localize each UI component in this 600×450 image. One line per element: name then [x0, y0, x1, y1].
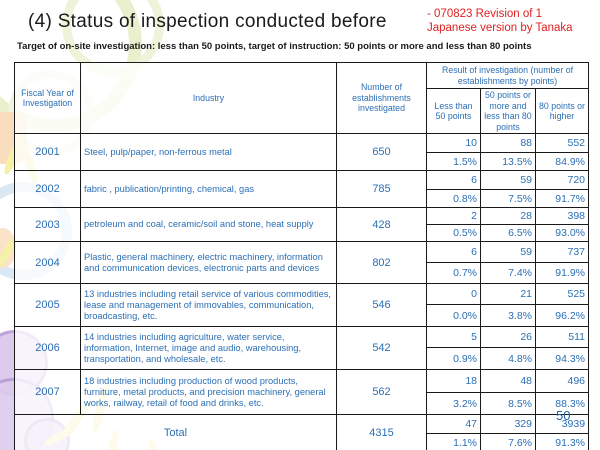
revision-annotation-line2: Japanese version by Tanaka — [427, 22, 573, 34]
table-header-row-group — [15, 63, 589, 89]
industry-cell: fabric , publication/printing, chemical, gas — [81, 171, 337, 208]
establishments-cell: 785 — [337, 171, 427, 208]
percent-cell: 3.8% — [481, 305, 536, 327]
table-total-row — [15, 415, 589, 434]
industry-cell: 13 industries including retail service of various commodities, lease and management of immovables, communication, broadcasting, etc. — [81, 284, 337, 327]
total-label-cell: Total — [15, 415, 337, 450]
table-row — [15, 284, 589, 305]
percent-cell: 8.5% — [481, 393, 536, 415]
establishments-cell: 546 — [337, 284, 427, 327]
count-cell: 525 — [536, 284, 589, 305]
establishments-cell: 650 — [337, 134, 427, 171]
percent-cell: 91.9% — [536, 263, 589, 284]
revision-annotation — [427, 7, 573, 35]
table-row — [15, 208, 589, 225]
establishments-cell: 542 — [337, 327, 427, 370]
count-cell: 496 — [536, 370, 589, 393]
table-row — [15, 134, 589, 153]
percent-cell: 94.3% — [536, 348, 589, 370]
percent-cell: 7.5% — [481, 190, 536, 208]
slide-title: (4) Status of inspection conducted before — [28, 11, 387, 32]
industry-cell: 18 industries including production of wood products, furniture, metal products, and precision machinery, general works, railway, retail of food and drinks, etc. — [81, 370, 337, 415]
percent-cell: 6.5% — [481, 225, 536, 242]
table-row — [15, 242, 589, 263]
header-industry: Industry — [81, 63, 337, 134]
industry-cell: 14 industries including agriculture, water service, information, Internet, image and audio, warehousing, transportation, and wholesale, etc. — [81, 327, 337, 370]
header-80-or-higher: 80 points or higher — [536, 89, 589, 134]
percent-cell: 84.9% — [536, 153, 589, 171]
count-cell: 48 — [481, 370, 536, 393]
table-row — [15, 171, 589, 190]
industry-cell: petroleum and coal, ceramic/soil and stone, heat supply — [81, 208, 337, 242]
percent-cell: 0.8% — [427, 190, 481, 208]
percent-cell: 7.4% — [481, 263, 536, 284]
total-establishments-cell: 4315 — [337, 415, 427, 450]
year-cell: 2003 — [15, 208, 81, 242]
industry-cell: Steel, pulp/paper, non-ferrous metal — [81, 134, 337, 171]
percent-cell: 13.5% — [481, 153, 536, 171]
percent-cell: 0.7% — [427, 263, 481, 284]
count-cell: 0 — [427, 284, 481, 305]
percent-cell: 0.5% — [427, 225, 481, 242]
count-cell: 6 — [427, 171, 481, 190]
header-50-to-80: 50 points or more and less than 80 points — [481, 89, 536, 134]
total-count-cell: 329 — [481, 415, 536, 434]
percent-cell: 4.8% — [481, 348, 536, 370]
count-cell: 6 — [427, 242, 481, 263]
count-cell: 398 — [536, 208, 589, 225]
establishments-cell: 802 — [337, 242, 427, 284]
count-cell: 2 — [427, 208, 481, 225]
percent-cell: 91.7% — [536, 190, 589, 208]
total-count-cell: 47 — [427, 415, 481, 434]
total-percent-cell: 7.6% — [481, 434, 536, 450]
year-cell: 2002 — [15, 171, 81, 208]
percent-cell: 93.0% — [536, 225, 589, 242]
count-cell: 21 — [481, 284, 536, 305]
table-row — [15, 327, 589, 348]
count-cell: 26 — [481, 327, 536, 348]
count-cell: 511 — [536, 327, 589, 348]
slide-page-number: 50 — [556, 408, 571, 423]
year-cell: 2005 — [15, 284, 81, 327]
percent-cell: 96.2% — [536, 305, 589, 327]
header-establishments: Number of establishments investigated — [337, 63, 427, 134]
year-cell: 2007 — [15, 370, 81, 415]
count-cell: 10 — [427, 134, 481, 153]
count-cell: 737 — [536, 242, 589, 263]
percent-cell: 0.0% — [427, 305, 481, 327]
count-cell: 59 — [481, 171, 536, 190]
industry-cell: Plastic, general machinery, electric machinery, information and communication devices, electronic parts and devices — [81, 242, 337, 284]
count-cell: 28 — [481, 208, 536, 225]
percent-cell: 3.2% — [427, 393, 481, 415]
total-percent-cell: 1.1% — [427, 434, 481, 450]
count-cell: 18 — [427, 370, 481, 393]
total-percent-cell: 91.3% — [536, 434, 589, 450]
year-cell: 2006 — [15, 327, 81, 370]
establishments-cell: 562 — [337, 370, 427, 415]
percent-cell: 0.9% — [427, 348, 481, 370]
table-row — [15, 370, 589, 393]
header-less-than-50: Less than 50 points — [427, 89, 481, 134]
count-cell: 720 — [536, 171, 589, 190]
total-count-cell: 3939 — [536, 415, 589, 434]
percent-cell: 1.5% — [427, 153, 481, 171]
establishments-cell: 428 — [337, 208, 427, 242]
year-cell: 2004 — [15, 242, 81, 284]
percent-cell: 88.3% — [536, 393, 589, 415]
count-cell: 88 — [481, 134, 536, 153]
year-cell: 2001 — [15, 134, 81, 171]
header-result-group: Result of investigation (number of establishments by points) — [427, 63, 589, 89]
count-cell: 5 — [427, 327, 481, 348]
slide-subtitle: Target of on-site investigation: less than 50 points, target of instruction: 50 points or more and less than 80 points — [17, 41, 532, 52]
header-fiscal-year: Fiscal Year of Investigation — [15, 63, 81, 134]
count-cell: 59 — [481, 242, 536, 263]
revision-annotation-line1: - 070823 Revision of 1 — [427, 8, 543, 20]
count-cell: 552 — [536, 134, 589, 153]
inspection-results-table — [14, 62, 589, 450]
